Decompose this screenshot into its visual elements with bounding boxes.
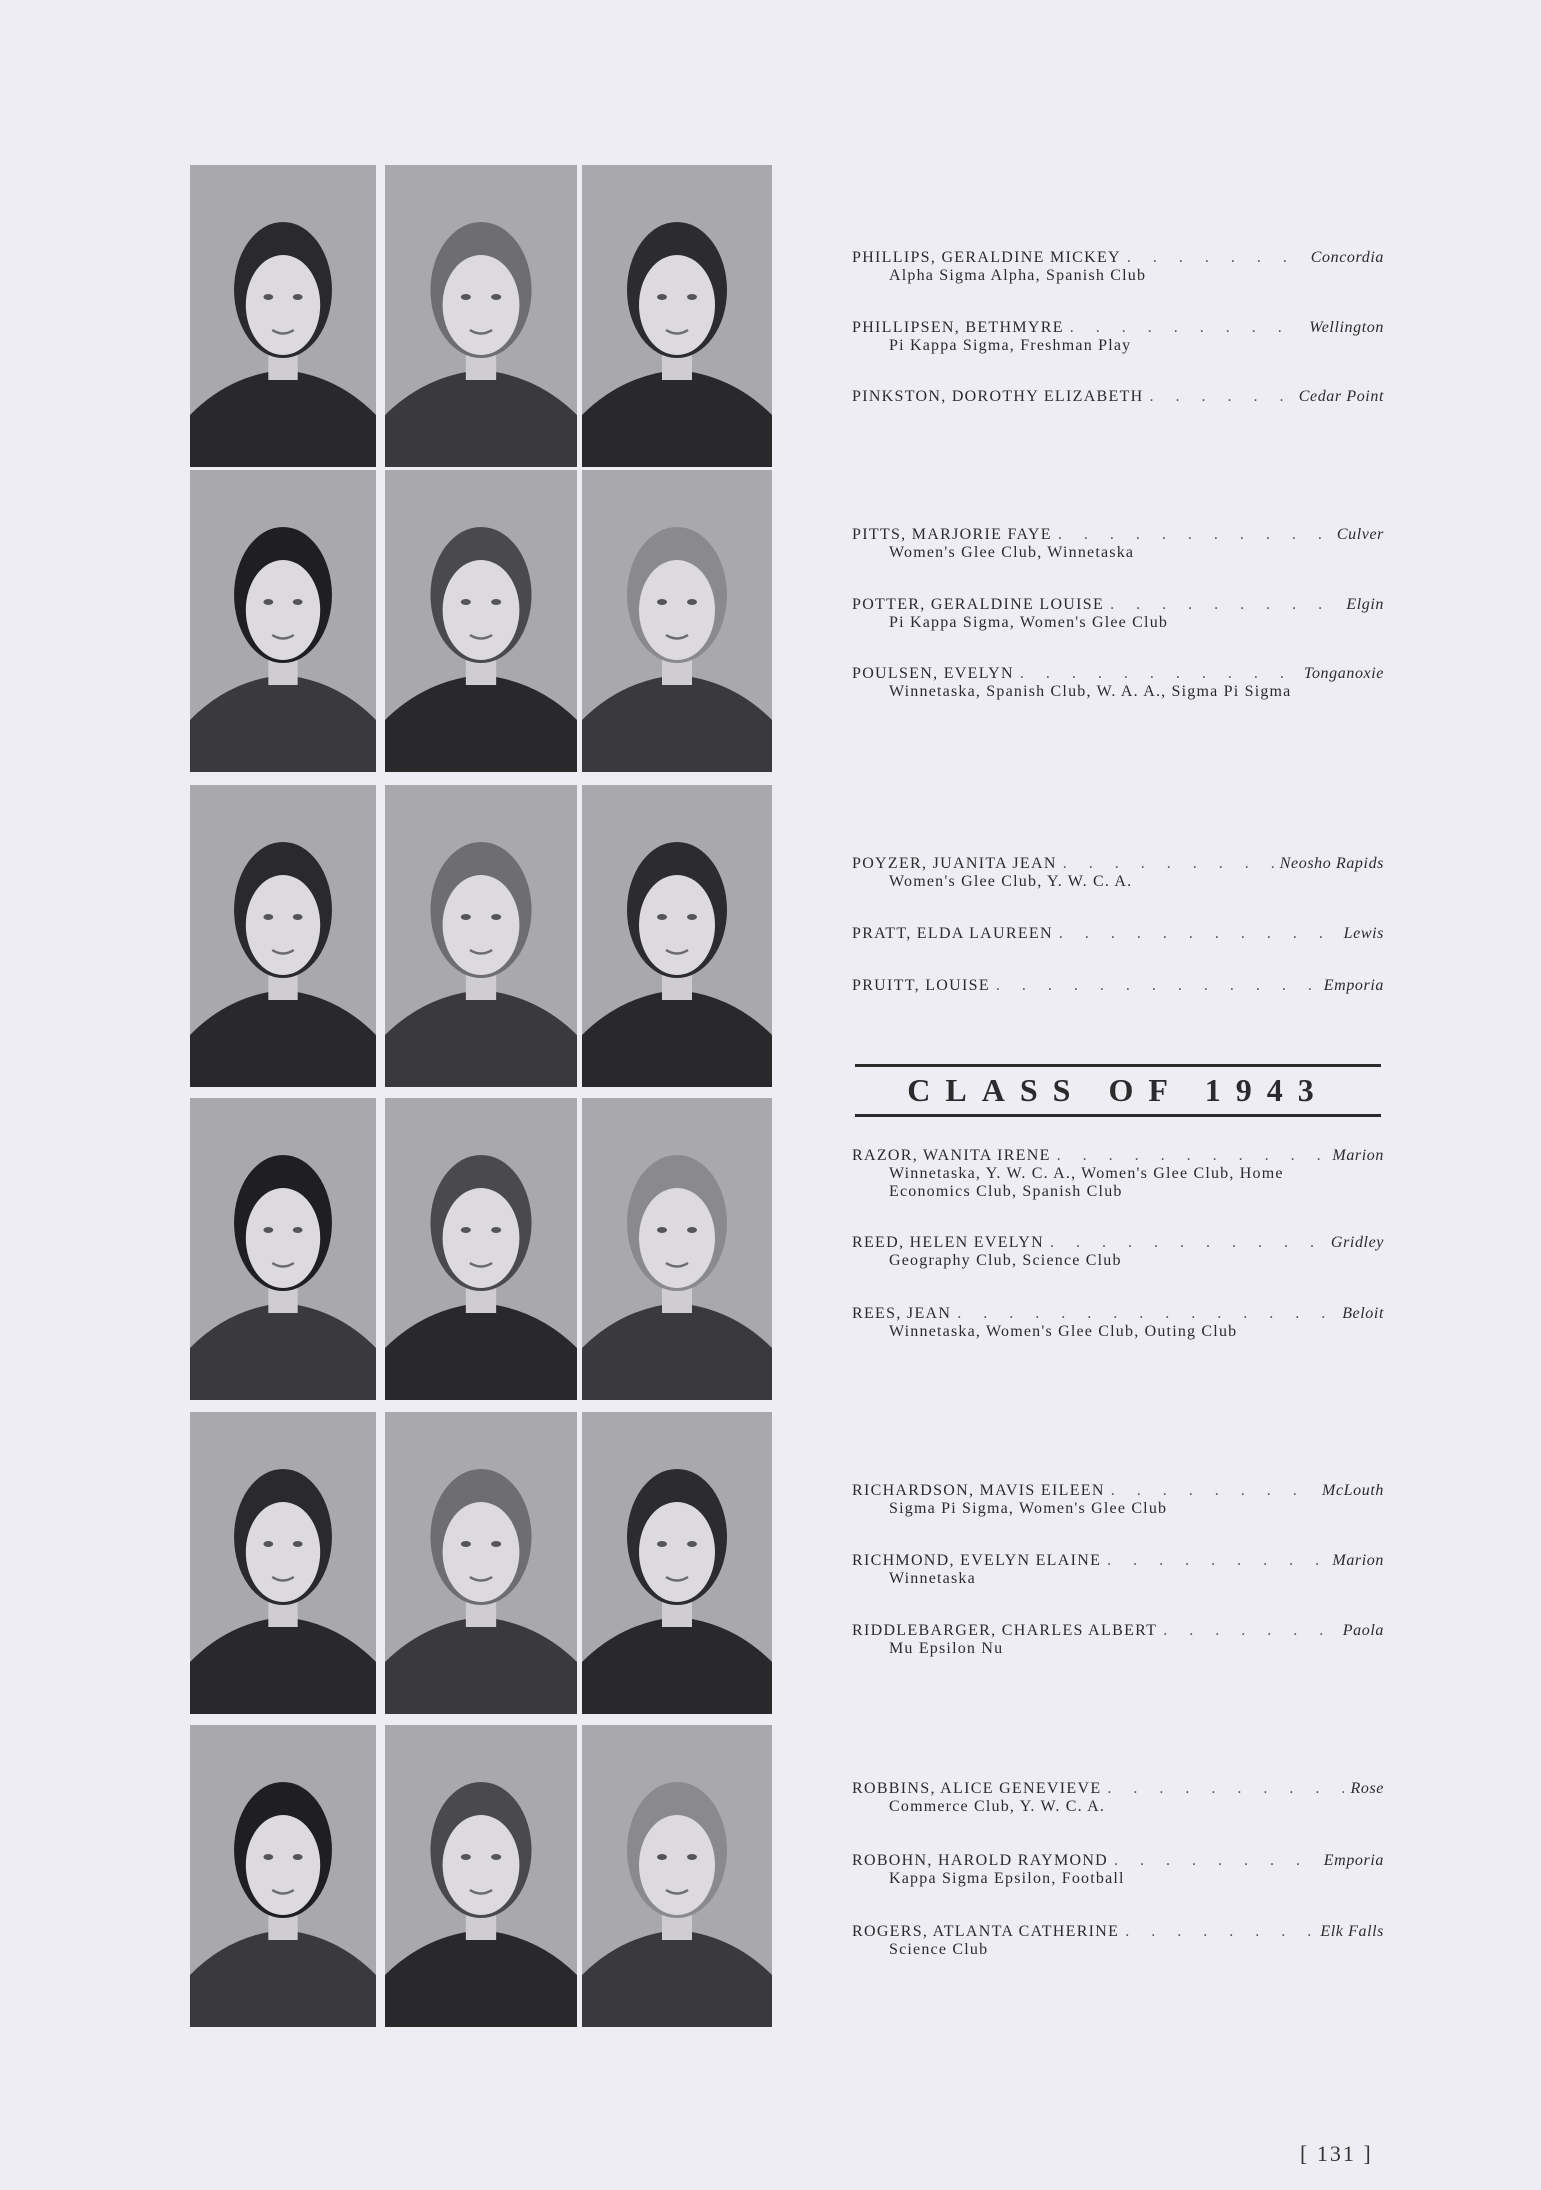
student-hometown: Paola bbox=[1342, 1622, 1384, 1639]
student-activities: Commerce Club, Y. W. C. A. bbox=[889, 1798, 1106, 1815]
student-name: PINKSTON, DOROTHY ELIZABETH bbox=[852, 388, 1144, 405]
student-entry bbox=[852, 1147, 1384, 1201]
portrait-photo bbox=[582, 165, 772, 467]
student-name: RICHARDSON, MAVIS EILEEN bbox=[852, 1482, 1105, 1499]
student-entry bbox=[852, 526, 1384, 562]
student-activities: Pi Kappa Sigma, Women's Glee Club bbox=[889, 614, 1169, 631]
student-name: POTTER, GERALDINE LOUISE bbox=[852, 596, 1105, 613]
student-entry bbox=[852, 596, 1384, 632]
leader-dots bbox=[1114, 1852, 1318, 1870]
student-activities: Winnetaska, Women's Glee Club, Outing Club bbox=[889, 1323, 1238, 1340]
student-hometown: Concordia bbox=[1310, 249, 1384, 266]
student-hometown: Gridley bbox=[1330, 1234, 1384, 1251]
student-hometown: Beloit bbox=[1342, 1305, 1384, 1322]
leader-dots bbox=[1111, 1482, 1316, 1500]
student-hometown: Wellington bbox=[1309, 319, 1384, 336]
leader-dots bbox=[957, 1305, 1336, 1323]
student-activities: Sigma Pi Sigma, Women's Glee Club bbox=[889, 1500, 1168, 1517]
leader-dots bbox=[1110, 596, 1340, 614]
student-activities: Women's Glee Club, Winnetaska bbox=[889, 544, 1135, 561]
student-activities: Alpha Sigma Alpha, Spanish Club bbox=[889, 267, 1147, 284]
student-activities: Winnetaska, Spanish Club, W. A. A., Sigma Pi Sigma bbox=[889, 683, 1292, 700]
portrait-photo bbox=[385, 165, 577, 467]
student-activities: Women's Glee Club, Y. W. C. A. bbox=[889, 873, 1133, 890]
leader-dots bbox=[1050, 1234, 1325, 1252]
portrait-photo bbox=[582, 470, 772, 772]
portrait-photo bbox=[190, 165, 376, 467]
leader-dots bbox=[1107, 1780, 1344, 1798]
student-entry bbox=[852, 1234, 1384, 1270]
student-entry bbox=[852, 1552, 1384, 1588]
leader-dots bbox=[1107, 1552, 1326, 1570]
student-name: POYZER, JUANITA JEAN bbox=[852, 855, 1057, 872]
leader-dots bbox=[1020, 665, 1298, 683]
student-activities: Pi Kappa Sigma, Freshman Play bbox=[889, 337, 1132, 354]
student-entry bbox=[852, 319, 1384, 355]
student-hometown: Tonganoxie bbox=[1303, 665, 1384, 682]
student-name: RICHMOND, EVELYN ELAINE bbox=[852, 1552, 1102, 1569]
leader-dots bbox=[1063, 855, 1274, 873]
portrait-grid bbox=[190, 165, 770, 2030]
student-hometown: Lewis bbox=[1343, 925, 1384, 942]
student-hometown: Neosho Rapids bbox=[1279, 855, 1384, 872]
portrait-photo bbox=[385, 1412, 577, 1714]
leader-dots bbox=[996, 977, 1318, 995]
student-hometown: Marion bbox=[1332, 1552, 1384, 1569]
portrait-photo bbox=[385, 470, 577, 772]
student-name: ROBBINS, ALICE GENEVIEVE bbox=[852, 1780, 1102, 1797]
student-activities: Mu Epsilon Nu bbox=[889, 1640, 1004, 1657]
student-entry bbox=[852, 1780, 1384, 1816]
portrait-photo bbox=[582, 1098, 772, 1400]
student-activities: Geography Club, Science Club bbox=[889, 1252, 1122, 1269]
leader-dots bbox=[1125, 1923, 1314, 1941]
portrait-photo bbox=[385, 1098, 577, 1400]
student-activities: Kappa Sigma Epsilon, Football bbox=[889, 1870, 1125, 1887]
student-hometown: Emporia bbox=[1323, 977, 1384, 994]
page-number: [ 131 ] bbox=[1300, 2141, 1373, 2166]
student-entry bbox=[852, 665, 1384, 701]
leader-dots bbox=[1163, 1622, 1337, 1640]
leader-dots bbox=[1057, 1147, 1327, 1165]
portrait-photo bbox=[190, 785, 376, 1087]
student-name: POULSEN, EVELYN bbox=[852, 665, 1014, 682]
student-name: PITTS, MARJORIE FAYE bbox=[852, 526, 1052, 543]
student-entry bbox=[852, 977, 1384, 995]
student-entry bbox=[852, 1852, 1384, 1888]
portrait-photo bbox=[190, 1412, 376, 1714]
leader-dots bbox=[1059, 925, 1338, 943]
student-entry bbox=[852, 388, 1384, 406]
leader-dots bbox=[1070, 319, 1303, 337]
student-activities: Science Club bbox=[889, 1941, 989, 1958]
student-hometown: Emporia bbox=[1323, 1852, 1384, 1869]
student-entry bbox=[852, 855, 1384, 891]
student-name: PRUITT, LOUISE bbox=[852, 977, 990, 994]
portrait-photo bbox=[190, 1098, 376, 1400]
portrait-photo bbox=[190, 1725, 376, 2027]
student-hometown: Culver bbox=[1336, 526, 1384, 543]
student-name: ROGERS, ATLANTA CATHERINE bbox=[852, 1923, 1120, 1940]
student-hometown: Rose bbox=[1350, 1780, 1384, 1797]
student-name: ROBOHN, HAROLD RAYMOND bbox=[852, 1852, 1109, 1869]
student-entry bbox=[852, 1482, 1384, 1518]
student-activities: Winnetaska bbox=[889, 1570, 976, 1587]
student-name: RAZOR, WANITA IRENE bbox=[852, 1147, 1051, 1164]
student-hometown: Cedar Point bbox=[1298, 388, 1384, 405]
student-name: REED, HELEN EVELYN bbox=[852, 1234, 1044, 1251]
portrait-photo bbox=[582, 1725, 772, 2027]
portrait-photo bbox=[582, 1412, 772, 1714]
portrait-photo bbox=[582, 785, 772, 1087]
student-name: RIDDLEBARGER, CHARLES ALBERT bbox=[852, 1622, 1158, 1639]
student-name: PRATT, ELDA LAUREEN bbox=[852, 925, 1053, 942]
student-name: PHILLIPSEN, BETHMYRE bbox=[852, 319, 1064, 336]
student-entry bbox=[852, 1305, 1384, 1341]
student-name: PHILLIPS, GERALDINE MICKEY bbox=[852, 249, 1121, 266]
leader-dots bbox=[1150, 388, 1293, 406]
student-hometown: Marion bbox=[1332, 1147, 1384, 1164]
student-hometown: Elgin bbox=[1346, 596, 1384, 613]
student-entry bbox=[852, 925, 1384, 943]
portrait-photo bbox=[190, 470, 376, 772]
student-activities: Winnetaska, Y. W. C. A., Women's Glee Club, Home Economics Club, Spanish Club bbox=[889, 1165, 1284, 1200]
leader-dots bbox=[1058, 526, 1331, 544]
student-hometown: Elk Falls bbox=[1320, 1923, 1384, 1940]
student-hometown: McLouth bbox=[1322, 1482, 1384, 1499]
portrait-photo bbox=[385, 785, 577, 1087]
student-entry bbox=[852, 249, 1384, 285]
leader-dots bbox=[1127, 249, 1305, 267]
student-entry bbox=[852, 1923, 1384, 1959]
class-of-1943-heading: CLASS OF 1943 bbox=[855, 1064, 1381, 1117]
student-name: REES, JEAN bbox=[852, 1305, 952, 1322]
student-entry bbox=[852, 1622, 1384, 1658]
portrait-photo bbox=[385, 1725, 577, 2027]
